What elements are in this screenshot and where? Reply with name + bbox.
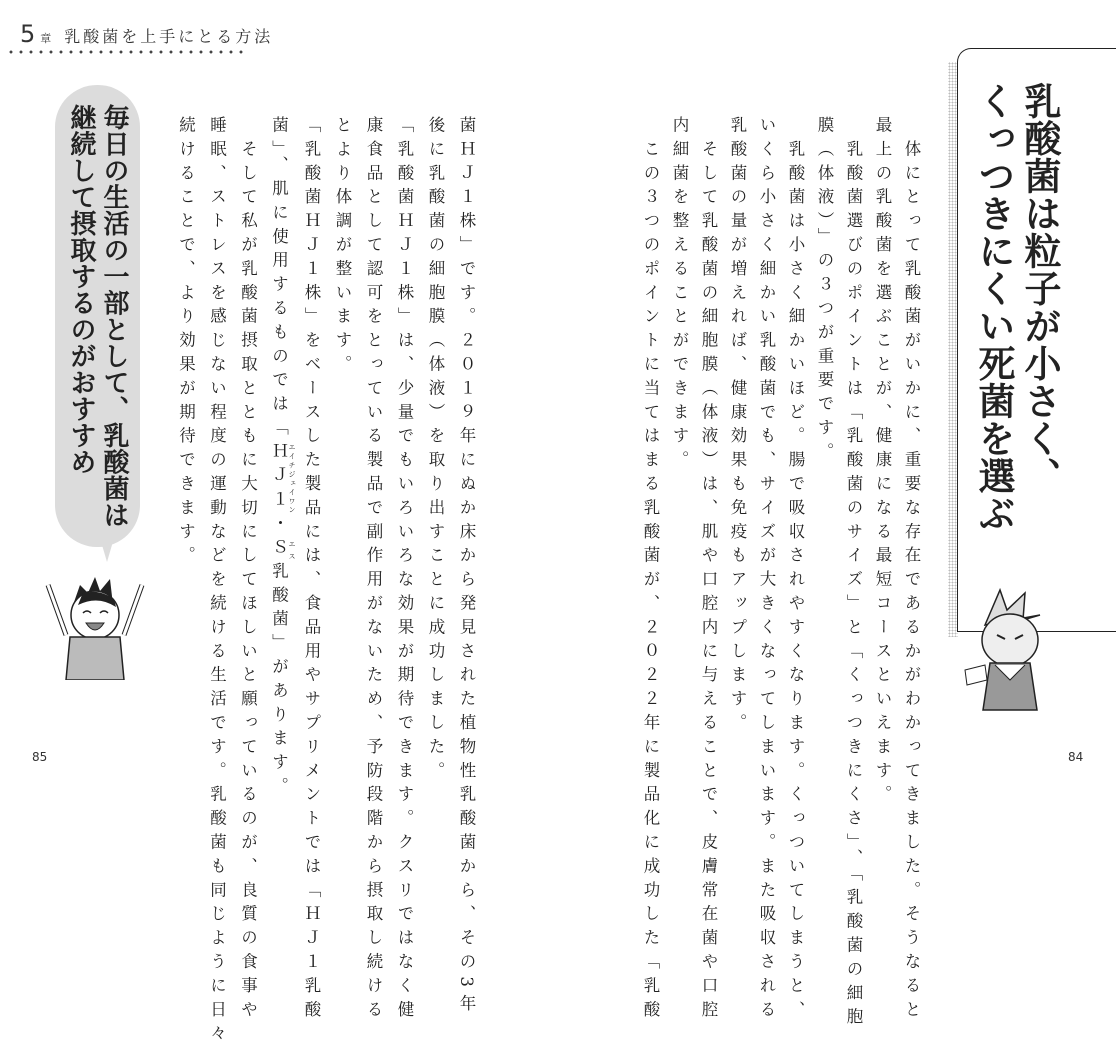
page-number-left: 85 [32,750,48,764]
ruby-text: エイチジェイワン [288,442,296,515]
text-line: 後に乳酸菌の細胞膜（体液）を取り出すことに成功しました。 [426,116,445,786]
text-line: この３つのポイントに当てはまる乳酸菌が、２０２２年に製品化に成功した「乳酸 [641,116,660,1025]
text-line: とより体調が整います。 [333,116,352,379]
text-line: 内細菌を整えることができます。 [670,116,689,475]
text-line: そして乳酸菌の細胞膜（体液）は、肌や口腔内に与えることで、皮膚常在菌や口腔 [699,116,718,1025]
text-line: いくら小さく細かい乳酸菌でも、サイズが大きくなってしまいます。また吸収される [757,116,776,1025]
text-span: ・ [269,514,289,538]
page-number-right: 84 [1068,750,1084,764]
title-line: くっつきにくい死菌を選ぶ [972,82,1015,532]
right-body-text [636,116,926,1032]
header-dotted-rule [6,50,246,54]
mascot-illustration [955,585,1065,725]
text-line: 「乳酸菌ＨＪ１株」は、少量でもいろいろな効果が期待できます。クスリではなく健 [395,116,414,1025]
ruby-base: Ｓ [269,537,289,562]
cheering-man-illustration [38,565,148,680]
left-body-text [171,116,483,1048]
title-line: 乳酸菌は粒子が小さく、 [1018,82,1061,495]
chapter-number: 5 [20,20,39,48]
text-line: 乳酸菌の量が増えれば、健康効果も免疫もアップします。 [728,116,747,738]
chapter-header [20,20,273,48]
text-line: 「乳酸菌ＨＪ１株」をベースした製品には、食品用やサプリメントでは「ＨＪ１乳酸 [302,116,321,1025]
bubble-line: 継続して摂取するのがおすすめ [66,104,96,475]
text-line: 菌ＨＪ１株」です。２０１９年にぬか床から発見された植物性乳酸菌から、その3年 [457,116,476,1019]
text-line: 睡眠、ストレスを感じない程度の運動などを続ける生活です。乳酸菌も同じように日々 [207,116,227,1048]
text-line: 最上の乳酸菌を選ぶことが、健康になる最短コースといえます。 [873,116,892,810]
text-line: 体にとって乳酸菌がいかに、重要な存在であるかがわかってきました。そうなると [902,116,921,1025]
text-line-with-ruby [264,116,297,801]
chapter-title: 乳酸菌を上手にとる方法 [64,27,274,46]
text-line: 乳酸菌は小さく細かいほど。腸で吸収されやすくなります。くっついてしまうと、 [786,116,805,1025]
ruby-hj1 [269,442,296,515]
text-line: 乳酸菌選びのポイントは「乳酸菌のサイズ」と「くっつきにくさ」、「乳酸菌の細胞 [844,116,863,1032]
text-line: 康食品として認可をとっている製品で副作用がないため、予防段階から摂取し続ける [364,116,383,1025]
text-line: 膜（体液）」の３つが重要です。 [815,116,834,467]
speech-bubble-text [64,104,130,528]
text-line: 続けることで、より効果が期待できます。 [176,116,196,571]
bubble-line: 毎日の生活の一部として、乳酸菌は [99,104,129,528]
text-line: そして私が乳酸菌摂取とともに大切にしてほしいと願っているのが、良質の食事や [238,116,258,1025]
chapter-suffix: 章 [40,32,55,45]
section-title [970,82,1062,532]
ruby-text: エス [288,537,296,562]
text-span: 乳酸菌」があります。 [269,561,289,801]
text-span: 菌」、肌に使用するものでは「 [269,116,289,443]
speech-bubble-tail [100,538,114,562]
ruby-s [269,537,296,562]
ruby-base: ＨＪ１ [269,442,289,515]
